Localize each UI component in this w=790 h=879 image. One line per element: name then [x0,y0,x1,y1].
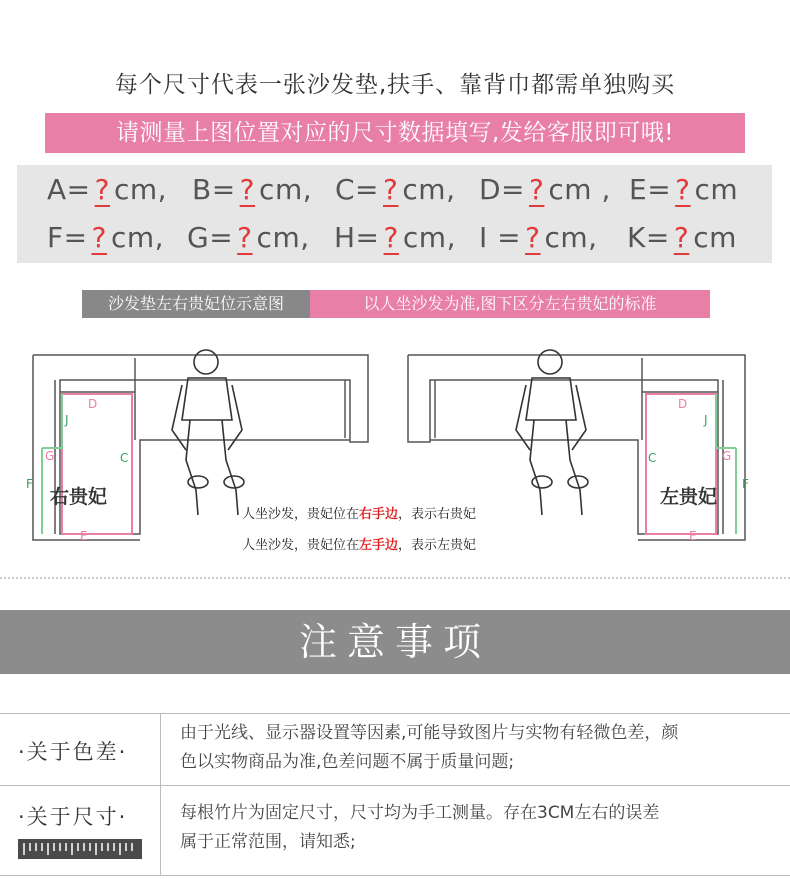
right-chaise-caption: 人坐沙发，贵妃位在右手边，表示右贵妃 [242,507,477,522]
label-j: J [65,413,69,427]
notes-title: 注意事项 [0,610,790,674]
dimension-row-1 [17,173,772,213]
header-note: 每个尺寸代表一张沙发垫,扶手、靠背巾都需单独购买 [114,72,676,98]
label-e: E [80,529,88,543]
dim-f: F= ? cm, [47,221,165,254]
dim-d: D= ? cm , [479,173,611,206]
label-j: J [704,413,708,427]
dim-i: I = ? cm, [479,221,598,254]
label-g: G [722,449,732,463]
dim-b: B= ? cm, [192,173,313,206]
label-e: E [689,529,697,543]
label-d: D [88,397,98,411]
label-c: C [648,451,657,465]
color-note-label: ·关于色差· [18,740,128,764]
diagram-standard-label: 以人坐沙发为准,图下区分左右贵妃的标准 [310,290,710,318]
dim-k: K= ? cm [627,221,737,254]
seated-person-icon [172,350,244,515]
label-d: D [678,397,688,411]
seated-person-icon [516,350,588,515]
dimension-box [17,165,772,263]
label-f: F [742,477,749,491]
table-line [0,875,790,876]
ruler-icon [18,839,142,859]
instruction-banner: 请测量上图位置对应的尺寸数据填写,发给客服即可哦! [45,113,745,153]
chaise-title: 右贵妃 [50,486,108,508]
color-note-text: 由于光线、显示器设置等因素,可能导致图片与实物有轻微色差，颜 色以实物商品为准,色差问题不属于质量问题; [180,723,679,772]
table-line [0,785,790,786]
dim-c: C= ? cm, [335,173,456,206]
table-divider [160,713,161,875]
dim-e: E= ? cm [629,173,739,206]
table-line [0,713,790,714]
dim-h: H= ? cm, [334,221,456,254]
dim-a: A= ? cm, [47,173,168,206]
divider [0,577,790,579]
size-note-text: 每根竹片为固定尺寸，尺寸均为手工测量。存在3CM左右的误差 属于正常范围，请知悉; [180,803,660,852]
diagram-legend-label: 沙发垫左右贵妃位示意图 [82,290,310,318]
label-g: G [45,449,55,463]
label-f: F [26,477,33,491]
label-c: C [120,451,129,465]
size-note-label: ·关于尺寸· [18,805,128,829]
dimension-row-2 [17,221,772,261]
chaise-title: 左贵妃 [660,486,718,508]
dim-g: G= ? cm, [187,221,310,254]
left-chaise-caption: 人坐沙发，贵妃位在左手边，表示左贵妃 [242,538,477,553]
